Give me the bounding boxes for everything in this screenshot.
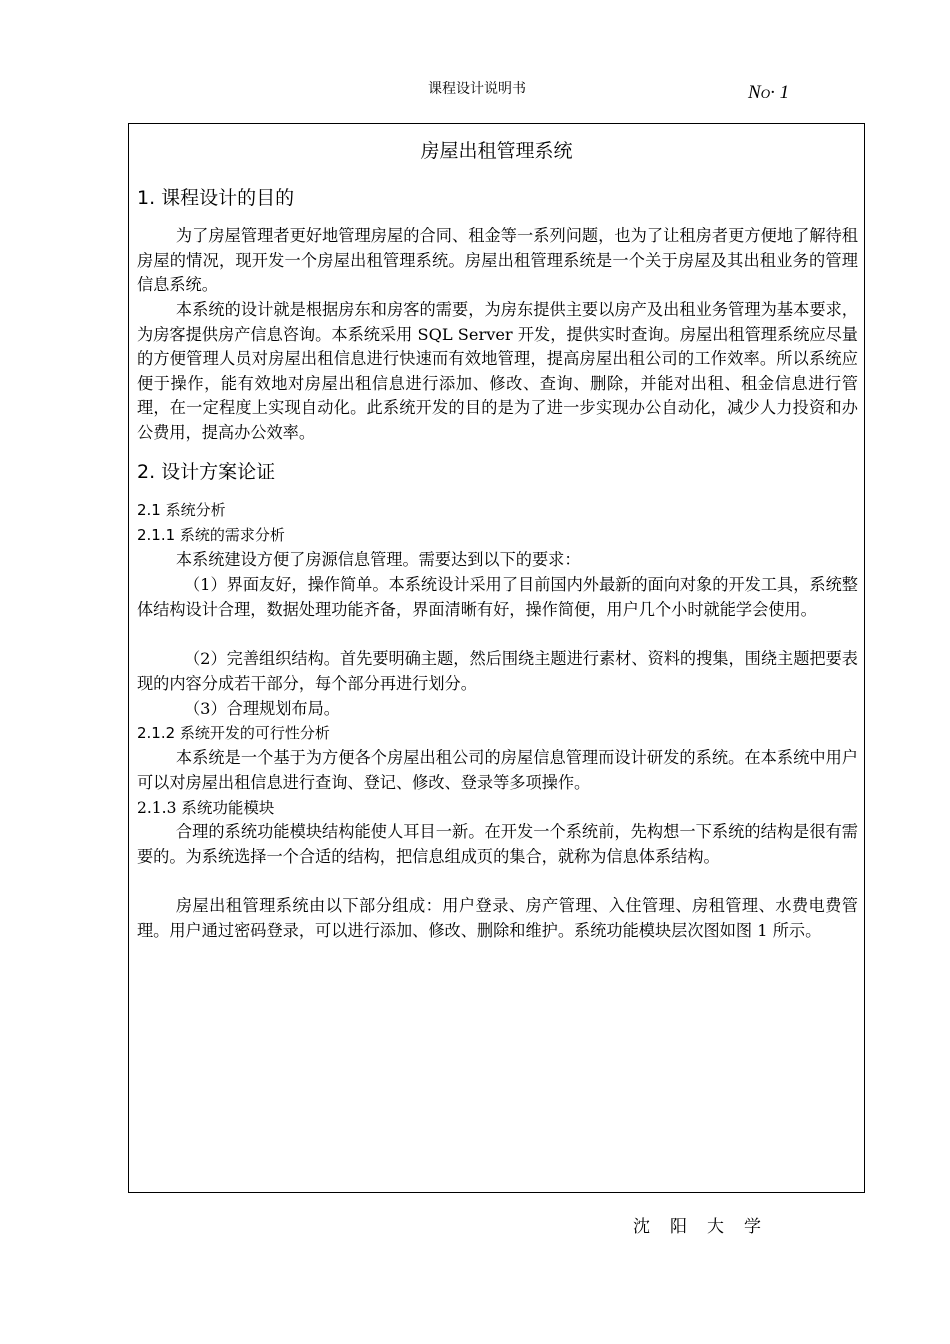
section-2-1-1-paragraph-2: （1）界面友好，操作简单。本系统设计采用了目前国内外最新的面向对象的开发工具，系统整体结构设计合理，数据处理功能齐备，界面清晰有好，操作简便，用户几个小时就能学会使用。 bbox=[137, 575, 858, 619]
page-number bbox=[748, 82, 789, 104]
section-2-1-1-paragraph-1: 本系统建设方便了房源信息管理。需要达到以下的要求： bbox=[175, 550, 581, 569]
section-1-heading: 1. 课程设计的目的 bbox=[137, 187, 295, 209]
page-number-sub: O bbox=[760, 86, 771, 101]
section-2-1-3-paragraph-2: 房屋出租管理系统由以下部分组成：用户登录、房产管理、入住管理、房租管理、水费电费管理。用户通过密码登录，可以进行添加、修改、删除和维护。系统功能模块层次图如图 1 所示。 bbox=[137, 896, 858, 940]
section-2-1-3-heading: 2.1.3 系统功能模块 bbox=[137, 799, 275, 817]
section-2-1-1-heading: 2.1.1 系统的需求分析 bbox=[137, 526, 285, 544]
page-number-prefix: N bbox=[748, 82, 761, 103]
footer-school-name: 沈阳大学 bbox=[633, 1217, 781, 1237]
document-title: 房屋出租管理系统 bbox=[420, 140, 573, 162]
section-2-1-1-paragraph-3: （2）完善组织结构。首先要明确主题，然后围绕主题进行素材、资料的搜集，围绕主题把要表现的内容分成若干部分，每个部分再进行划分。 bbox=[137, 649, 858, 693]
section-2-1-heading: 2.1 系统分析 bbox=[137, 501, 226, 519]
page-number-separator: · bbox=[770, 82, 780, 103]
section-2-1-3-paragraph-1: 合理的系统功能模块结构能使人耳目一新。在开发一个系统前，先构想一下系统的结构是很有需要的。为系统选择一个合适的结构，把信息组成页的集合，就称为信息体系结构。 bbox=[137, 822, 858, 866]
section-2-1-2-heading: 2.1.2 系统开发的可行性分析 bbox=[137, 724, 330, 742]
content-frame bbox=[128, 123, 865, 1193]
section-1-paragraph-2: 本系统的设计就是根据房东和房客的需要，为房东提供主要以房产及出租业务管理为基本要求，为房客提供房产信息咨询。本系统采用 SQL Server 开发，提供实时查询。房屋出租管理系统应尽量的方便管理人员对房屋出租信息进行快速而有效地管理，提高房屋出租公司的工作效率。所以系统应便于操作，能有效地对房屋出租信息进行添加、修改、查询、删除，并能对出租、租金信息进行管理，在一定程度上实现自动化。此系统开发的目的是为了进一步实现办公自动化，减少人力投资和办公费用，提高办公效率。 bbox=[137, 300, 858, 442]
section-1-paragraph-1: 为了房屋管理者更好地管理房屋的合同、租金等一系列问题，也为了让租房者更方便地了解待租房屋的情况，现开发一个房屋出租管理系统。房屋出租管理系统是一个关于房屋及其出租业务的管理信息系统。 bbox=[137, 226, 858, 294]
page-number-value: 1 bbox=[779, 82, 790, 103]
section-2-heading: 2. 设计方案论证 bbox=[137, 461, 276, 483]
page-header bbox=[0, 78, 950, 102]
section-2-1-1-paragraph-4: （3）合理规划布局。 bbox=[183, 699, 340, 718]
section-2-1-2-paragraph-1: 本系统是一个基于为方便各个房屋出租公司的房屋信息管理而设计研发的系统。在本系统中用户可以对房屋出租信息进行查询、登记、修改、登录等多项操作。 bbox=[137, 748, 858, 792]
header-title: 课程设计说明书 bbox=[428, 81, 526, 97]
